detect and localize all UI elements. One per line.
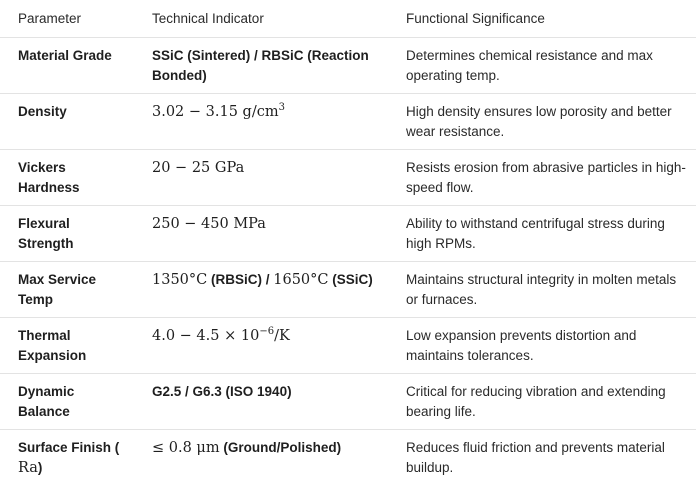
table-header-row bbox=[0, 0, 696, 38]
header-technical-indicator: Technical Indicator bbox=[152, 11, 264, 26]
row-significance: Resists erosion from abrasive particles in high-speed flow. bbox=[406, 160, 686, 195]
row-indicator bbox=[152, 214, 392, 234]
table-row bbox=[0, 262, 696, 318]
parameter-tail: ) bbox=[37, 460, 43, 475]
row-parameter: Thermal Expansion bbox=[18, 328, 87, 363]
row-parameter: Max Service Temp bbox=[18, 272, 97, 307]
table-row bbox=[0, 430, 696, 486]
row-significance: Reduces fluid friction and prevents material buildup. bbox=[406, 440, 665, 475]
table-row bbox=[0, 38, 696, 94]
indicator-math: 20 − 25 GPa bbox=[152, 160, 245, 176]
row-significance: Maintains structural integrity in molten metals or furnaces. bbox=[406, 272, 677, 307]
indicator-superscript: 3 bbox=[278, 102, 285, 113]
row-parameter: Flexural Strength bbox=[18, 216, 74, 251]
row-significance: Low expansion prevents distortion and maintains tolerances. bbox=[406, 328, 637, 363]
row-parameter: Vickers Hardness bbox=[18, 160, 80, 195]
parameter-label: Surface Finish ( bbox=[18, 440, 120, 455]
row-parameter: Material Grade bbox=[18, 48, 112, 63]
row-parameter: Dynamic Balance bbox=[18, 384, 75, 419]
row-significance: Critical for reducing vibration and extending bearing life. bbox=[406, 384, 666, 419]
table-row bbox=[0, 374, 696, 430]
table-row bbox=[0, 206, 696, 262]
indicator-math: 250 − 450 MPa bbox=[152, 216, 266, 232]
indicator-label: (Ground/Polished) bbox=[219, 440, 342, 455]
row-indicator bbox=[152, 438, 392, 458]
row-indicator bbox=[152, 270, 392, 290]
indicator-math-unit: /K bbox=[274, 328, 290, 344]
row-parameter: Density bbox=[18, 104, 67, 119]
row-significance: Ability to withstand centrifugal stress during high RPMs. bbox=[406, 216, 665, 251]
table-row bbox=[0, 318, 696, 374]
row-indicator bbox=[152, 102, 392, 124]
indicator-label-rbsic: (RBSiC) / bbox=[207, 272, 274, 287]
row-indicator: SSiC (Sintered) / RBSiC (Reaction Bonded) bbox=[152, 48, 369, 83]
header-functional-significance: Functional Significance bbox=[406, 11, 545, 26]
row-indicator bbox=[152, 326, 392, 348]
table-row bbox=[0, 150, 696, 206]
parameter-math: Ra bbox=[18, 460, 38, 476]
table-row bbox=[0, 94, 696, 150]
indicator-math: 4.0 − 4.5 × 10 bbox=[152, 328, 260, 344]
row-indicator bbox=[152, 158, 392, 178]
indicator-math-rbsic: 1350°C bbox=[152, 272, 208, 288]
indicator-superscript: −6 bbox=[259, 326, 275, 337]
header-parameter: Parameter bbox=[18, 11, 82, 26]
row-indicator: G2.5 / G6.3 (ISO 1940) bbox=[152, 384, 292, 399]
row-significance: High density ensures low porosity and better wear resistance. bbox=[406, 104, 672, 139]
row-parameter bbox=[18, 438, 138, 478]
indicator-math-ssic: 1650°C bbox=[273, 272, 329, 288]
indicator-math: ≤ 0.8 μm bbox=[152, 440, 220, 456]
indicator-math: 3.02 − 3.15 g/cm bbox=[152, 104, 279, 120]
indicator-label-ssic: (SSiC) bbox=[328, 272, 373, 287]
row-significance: Determines chemical resistance and max operating temp. bbox=[406, 48, 653, 83]
